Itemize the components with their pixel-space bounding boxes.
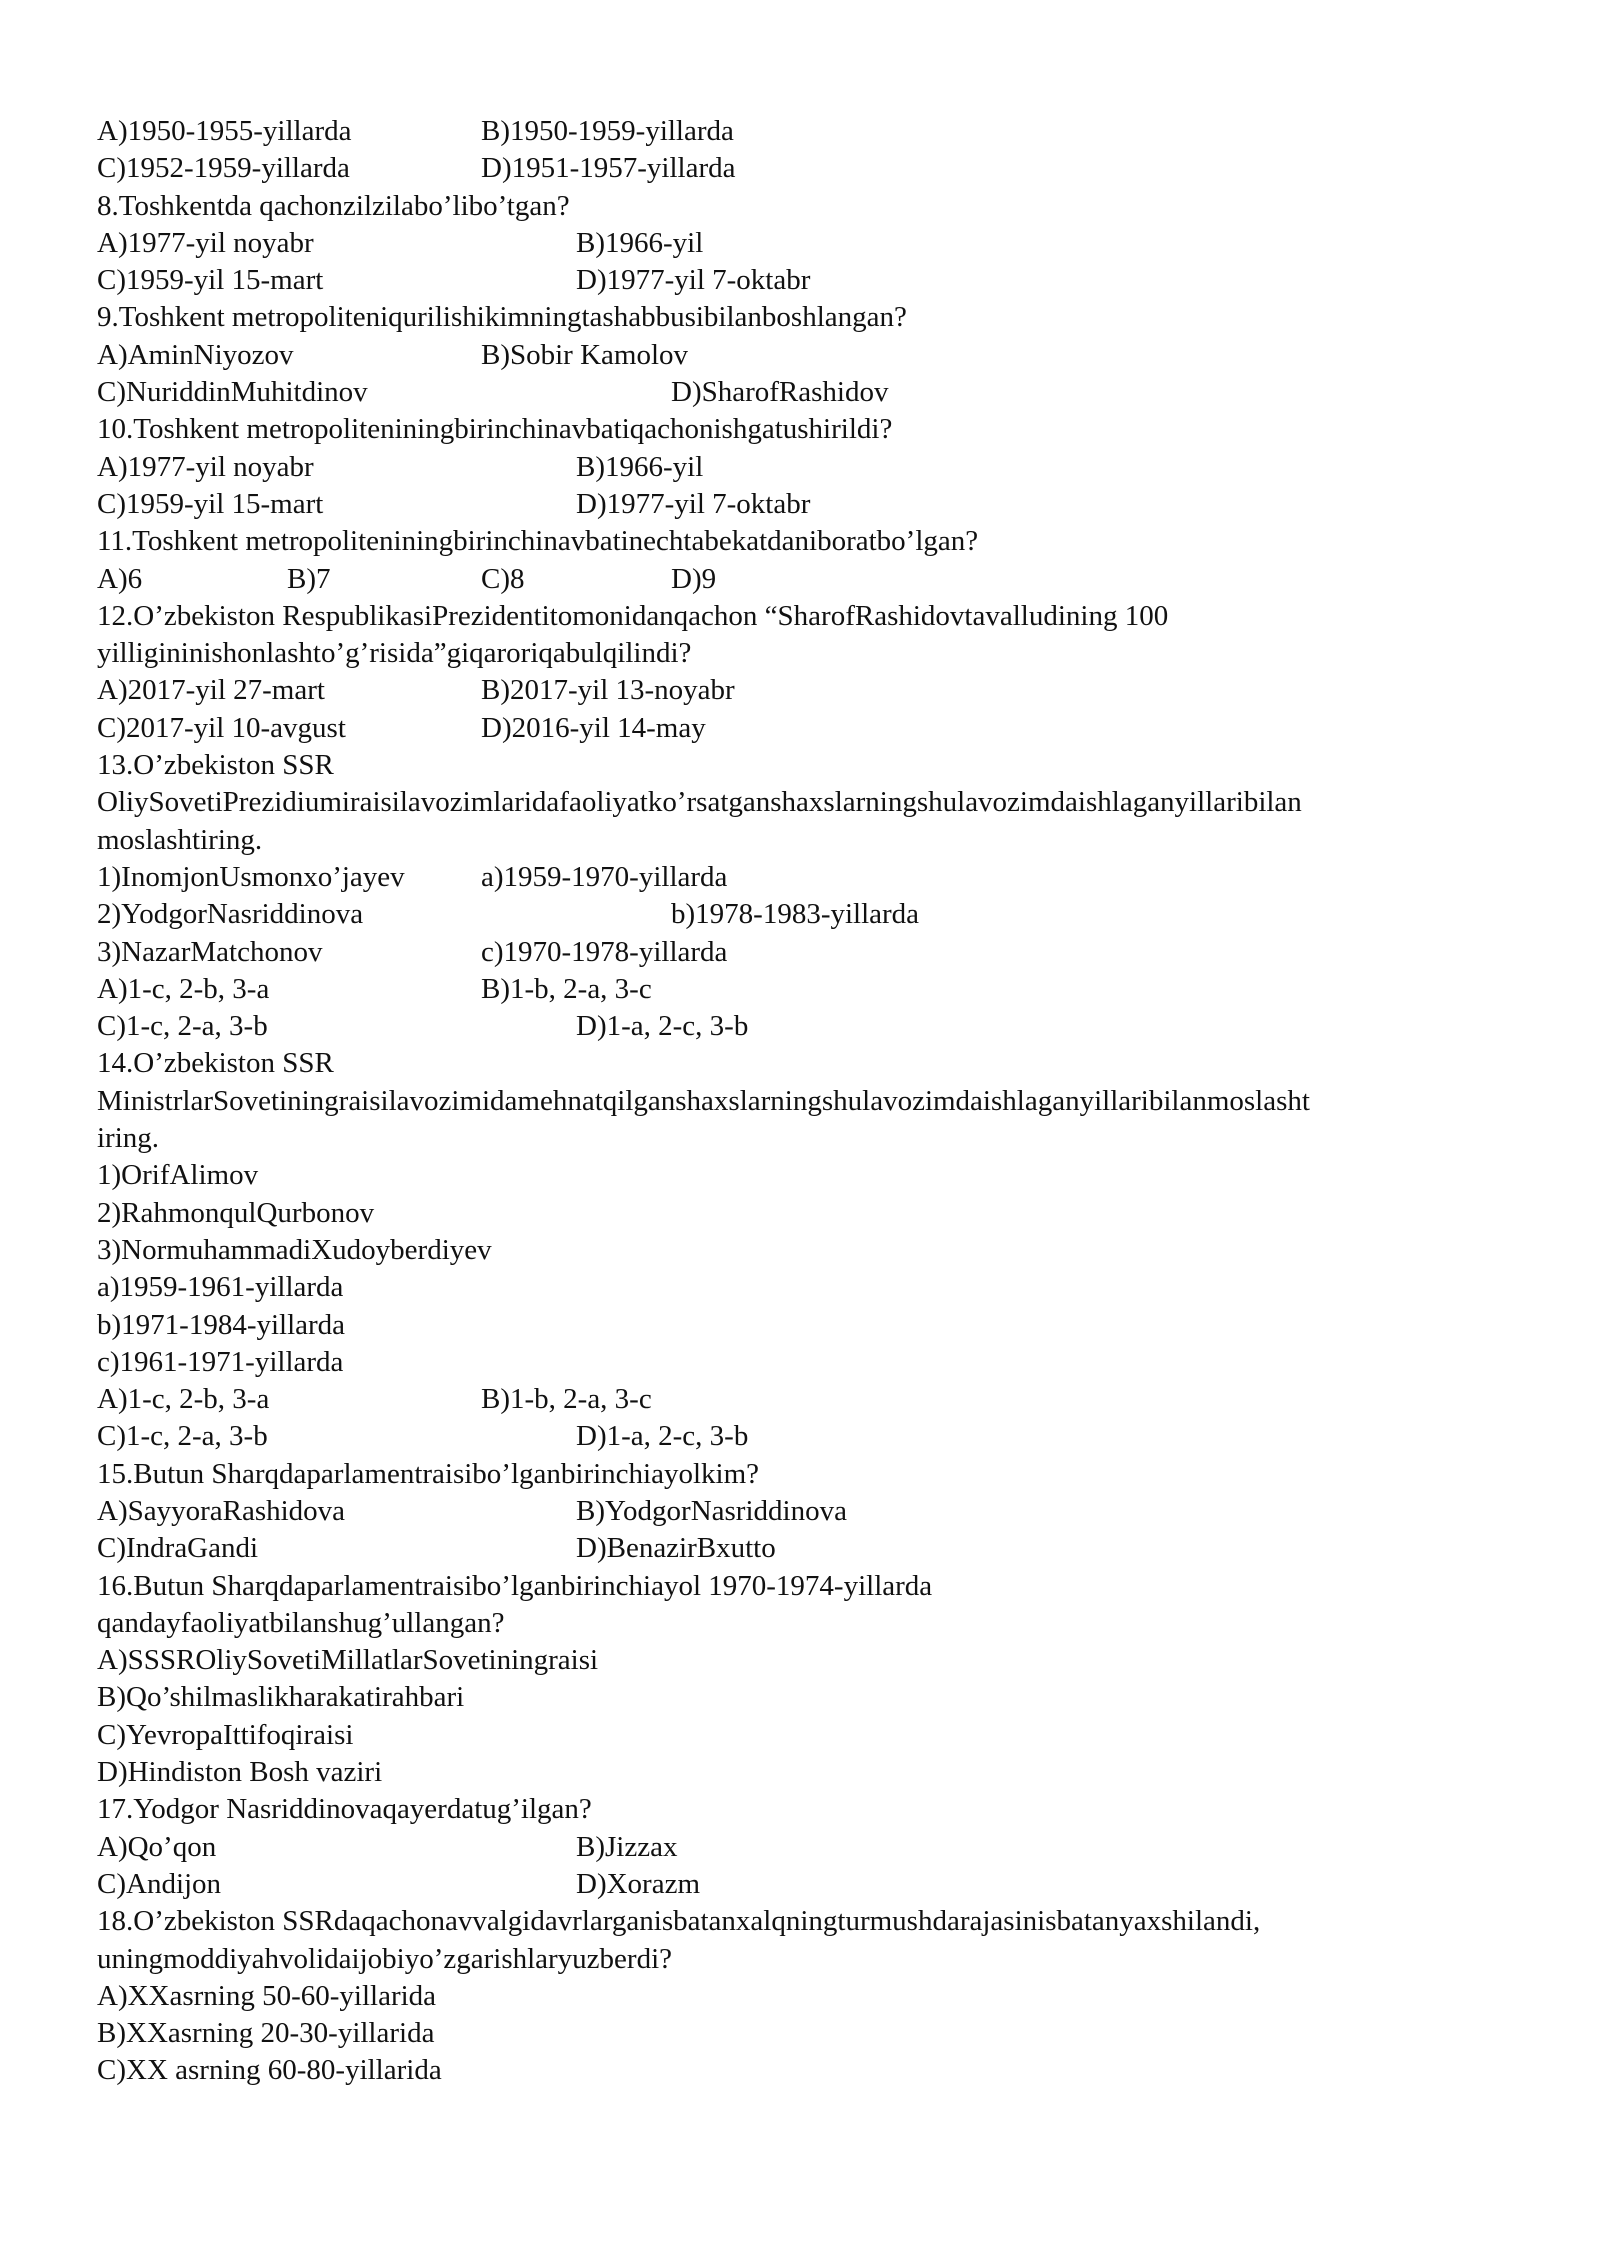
line-text: A)AminNiyozov [97, 338, 294, 371]
line-text: B)Qo’shilmaslikharakatirahbari [97, 1681, 465, 1714]
text-line [97, 598, 1517, 635]
line-text: 16.Butun Sharqdaparlamentraisibo’lganbirinchiayol 1970-1974-yillarda [97, 1569, 933, 1602]
line-text: uningmoddiyahvolidaijobiyo’zgarishlaryuzberdi? [97, 1942, 673, 1975]
line-text: 10.Toshkent metropoliteniningbirinchinavbatiqachonishgatushirildi? [97, 413, 893, 446]
line-text: C)1-c, 2-a, 3-b [97, 1010, 268, 1043]
line-text: qandayfaoliyatbilanshug’ullangan? [97, 1606, 505, 1639]
line-text: A)1977-yil noyabr [97, 226, 314, 259]
text-line [97, 523, 1517, 560]
option-text: b)1978-1983-yillarda [671, 898, 920, 931]
line-text: A)1-c, 2-b, 3-a [97, 1383, 270, 1416]
option-text: B)1966-yil [576, 450, 704, 483]
text-line [97, 1269, 1517, 1306]
text-line [97, 411, 1517, 448]
line-text: A)1977-yil noyabr [97, 450, 314, 483]
line-text: A)1-c, 2-b, 3-a [97, 972, 270, 1005]
text-line [97, 225, 1517, 262]
text-line [97, 2052, 1517, 2089]
line-text: MinistrlarSovetiningraisilavozimidamehnatqilganshaxslarningshulavozimdaishlaganyillaribilanmoslasht [97, 1084, 1310, 1117]
text-line [97, 337, 1517, 374]
text-line [97, 635, 1517, 672]
text-line [97, 486, 1517, 523]
option-text: D)SharofRashidov [671, 376, 889, 409]
text-line [97, 859, 1517, 896]
line-text: 18.O’zbekiston SSRdaqachonavvalgidavrlarganisbatanxalqningturmushdarajasinisbatanyaxshilandi, [97, 1905, 1261, 1938]
line-text: B)XXasrning 20-30-yillarida [97, 2017, 435, 2050]
text-line [97, 1344, 1517, 1381]
line-text: 9.Toshkent metropoliteniqurilishikimningtashabbusibilanboshlangan? [97, 301, 907, 334]
line-text: iring. [97, 1122, 160, 1155]
text-line [97, 710, 1517, 747]
line-text: C)2017-yil 10-avgust [97, 711, 346, 744]
text-line [97, 822, 1517, 859]
option-text: B)1-b, 2-a, 3-c [481, 1383, 652, 1416]
line-text: c)1961-1971-yillarda [97, 1345, 344, 1378]
text-line [97, 374, 1517, 411]
line-text: 2)YodgorNasriddinova [97, 898, 364, 931]
line-text: D)Hindiston Bosh vaziri [97, 1756, 383, 1789]
text-line [97, 1418, 1517, 1455]
text-line [97, 150, 1517, 187]
text-line [97, 1530, 1517, 1567]
option-text: D)1977-yil 7-oktabr [576, 487, 811, 520]
line-text: 8.Toshkentda qachonzilzilabo’libo’tgan? [97, 189, 570, 222]
text-line [97, 1941, 1517, 1978]
line-text: A)6 [97, 562, 143, 595]
option-text: B)YodgorNasriddinova [576, 1494, 847, 1527]
text-line [97, 1679, 1517, 1716]
text-line [97, 1493, 1517, 1530]
text-line [97, 299, 1517, 336]
option-text: B)1950-1959-yillarda [481, 115, 734, 147]
line-text: 12.O’zbekiston RespublikasiPrezidentitomonidanqachon “SharofRashidovtavalludining 100 [97, 599, 1169, 632]
line-text: 3)NazarMatchonov [97, 935, 323, 968]
text-line [97, 1866, 1517, 1903]
text-line [97, 113, 1517, 150]
line-text: C)1959-yil 15-mart [97, 487, 324, 520]
text-line [97, 784, 1517, 821]
option-text: B)Sobir Kamolov [481, 338, 689, 371]
text-line [97, 1307, 1517, 1344]
line-text: A)Qo’qon [97, 1830, 217, 1863]
text-line [97, 1642, 1517, 1679]
text-line [97, 672, 1517, 709]
text-line [97, 971, 1517, 1008]
text-line [97, 1829, 1517, 1866]
line-text: C)1959-yil 15-mart [97, 264, 324, 297]
line-text: 1)InomjonUsmonxo’jayev [97, 860, 405, 893]
line-text: OliySovetiPrezidiumiraisilavozimlaridafaoliyatko’rsatganshaxslarningshulavozimdaishlaganyillaribilan [97, 786, 1302, 819]
text-line [97, 1978, 1517, 2015]
line-text: C)NuriddinMuhitdinov [97, 376, 368, 409]
text-line [97, 1232, 1517, 1269]
option-text: D)9 [671, 562, 717, 595]
text-line [97, 1903, 1517, 1940]
line-text: A)1950-1955-yillarda [97, 115, 352, 147]
text-line [97, 896, 1517, 933]
text-line [97, 747, 1517, 784]
line-text: 2)RahmonqulQurbonov [97, 1196, 375, 1229]
line-text: A)2017-yil 27-mart [97, 674, 325, 707]
line-text: 14.O’zbekiston SSR [97, 1047, 334, 1080]
option-text: D)1951-1957-yillarda [481, 152, 736, 185]
line-text: a)1959-1961-yillarda [97, 1271, 344, 1304]
option-text: D)1-a, 2-c, 3-b [576, 1010, 749, 1043]
line-text: moslashtiring. [97, 823, 263, 856]
line-text: b)1971-1984-yillarda [97, 1308, 346, 1341]
option-text: C)8 [481, 562, 525, 595]
option-text: a)1959-1970-yillarda [481, 860, 728, 893]
text-line [97, 1195, 1517, 1232]
text-line [97, 1456, 1517, 1493]
line-text: C)XX asrning 60-80-yillarida [97, 2054, 442, 2087]
text-line [97, 1008, 1517, 1045]
line-text: A)XXasrning 50-60-yillarida [97, 1979, 437, 2012]
line-text: 13.O’zbekiston SSR [97, 749, 334, 782]
option-text: D)1-a, 2-c, 3-b [576, 1420, 749, 1453]
text-line [97, 1045, 1517, 1082]
line-text: C)1-c, 2-a, 3-b [97, 1420, 268, 1453]
text-line [97, 449, 1517, 486]
text-line [97, 1083, 1517, 1120]
line-text: 17.Yodgor Nasriddinovaqayerdatug’ilgan? [97, 1793, 592, 1826]
text-line [97, 934, 1517, 971]
line-text: A)SayyoraRashidova [97, 1494, 346, 1527]
text-line [97, 1568, 1517, 1605]
text-line [97, 262, 1517, 299]
option-text: B)1-b, 2-a, 3-c [481, 972, 652, 1005]
line-text: yilligininishonlashto’g’risida”giqaroriqabulqilindi? [97, 637, 692, 670]
line-text: C)YevropaIttifoqiraisi [97, 1718, 354, 1751]
text-line [97, 1791, 1517, 1828]
line-text: C)1952-1959-yillarda [97, 152, 350, 185]
line-text: 3)NormuhammadiXudoyberdiyev [97, 1233, 492, 1266]
line-text: C)Andijon [97, 1867, 222, 1900]
text-line [97, 1754, 1517, 1791]
text-line [97, 1120, 1517, 1157]
document-page [97, 113, 1517, 2090]
text-line [97, 1381, 1517, 1418]
option-text: D)BenazirBxutto [576, 1532, 776, 1565]
text-line [97, 561, 1517, 598]
option-text: D)Xorazm [576, 1867, 701, 1900]
option-text: B)Jizzax [576, 1830, 678, 1863]
text-line [97, 2015, 1517, 2052]
line-text: C)IndraGandi [97, 1532, 259, 1565]
option-text: D)1977-yil 7-oktabr [576, 264, 811, 297]
line-text: A)SSSROliySovetiMillatlarSovetiningraisi [97, 1644, 599, 1677]
text-line [97, 1717, 1517, 1754]
option-text: B)2017-yil 13-noyabr [481, 674, 735, 707]
option-text: D)2016-yil 14-may [481, 711, 706, 744]
line-text: 11.Toshkent metropoliteniningbirinchinavbatinechtabekatdaniboratbo’lgan? [97, 525, 979, 558]
option-text: B)7 [287, 562, 331, 595]
option-text: c)1970-1978-yillarda [481, 935, 728, 968]
text-line [97, 1157, 1517, 1194]
line-text: 15.Butun Sharqdaparlamentraisibo’lganbirinchiayolkim? [97, 1457, 760, 1490]
option-text: B)1966-yil [576, 226, 704, 259]
text-line [97, 188, 1517, 225]
line-text: 1)OrifAlimov [97, 1159, 259, 1192]
text-line [97, 1605, 1517, 1642]
